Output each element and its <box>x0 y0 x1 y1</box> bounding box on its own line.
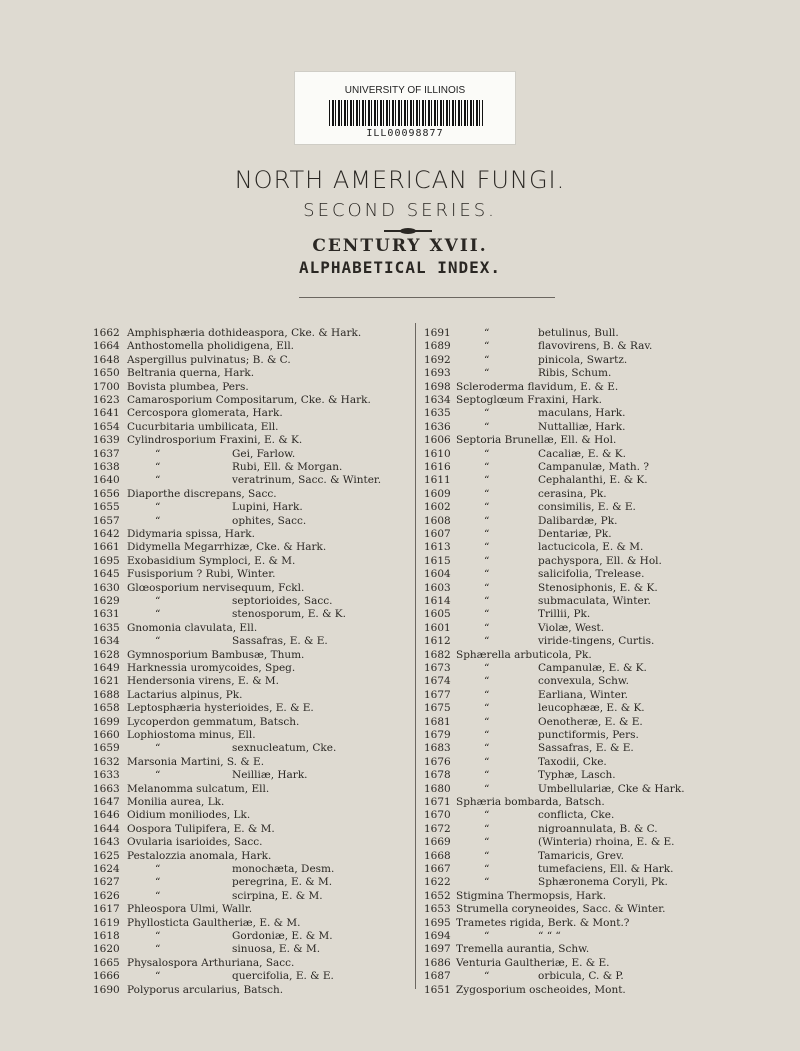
entry-number: 1632 <box>93 755 120 768</box>
species-name: Exobasidium Symploci, E. & M. <box>127 554 296 567</box>
species-name: Physalospora Arthuriana, Sacc. <box>127 956 295 969</box>
entry-number: 1606 <box>424 434 451 447</box>
species-name: Septoria Brunellæ, Ell. & Hol. <box>456 434 617 447</box>
library-name: UNIVERSITY OF ILLINOIS <box>344 85 466 96</box>
species-name: Dentariæ, Pk. <box>538 528 612 540</box>
species-name: Rubi, Ell. & Morgan. <box>232 461 343 473</box>
entry-number: 1643 <box>93 836 120 849</box>
entry-number: 1670 <box>424 809 451 822</box>
entry-number: 1673 <box>424 662 451 674</box>
entry-number: 1646 <box>93 809 120 822</box>
ditto-mark: “ <box>155 608 161 621</box>
species-name: Oidium moniliodes, Lk. <box>127 809 251 822</box>
entry-number: 1619 <box>93 916 120 929</box>
species-name: punctiformis, Pers. <box>538 729 639 741</box>
entry-number: 1659 <box>93 742 120 755</box>
ditto-mark: “ <box>484 327 490 339</box>
species-name: Stenosiphonis, E. & K. <box>538 581 658 594</box>
entry-number: 1601 <box>424 621 451 634</box>
species-name: Monilia aurea, Lk. <box>127 796 225 808</box>
species-name: Cacaliæ, E. & K. <box>538 447 626 460</box>
entry-number: 1608 <box>424 514 451 527</box>
entry-number: 1618 <box>93 930 120 942</box>
entry-number: 1623 <box>93 394 120 406</box>
ditto-mark: “ <box>484 608 490 621</box>
library-barcode-label <box>294 71 516 145</box>
ditto-mark: “ <box>484 755 490 768</box>
species-name: cerasina, Pk. <box>538 487 607 500</box>
species-name: flavovirens, B. & Rav. <box>538 340 653 353</box>
entry-number: 1635 <box>93 621 120 634</box>
species-name: pinicola, Swartz. <box>538 353 628 366</box>
species-name: Lupini, Hark. <box>232 501 303 514</box>
species-name: Lophiostoma minus, Ell. <box>127 729 256 741</box>
entry-number: 1602 <box>424 501 451 514</box>
species-name: sinuosa, E. & M. <box>232 943 321 956</box>
species-name: veratrinum, Sacc. & Winter. <box>232 474 382 487</box>
ditto-mark: “ <box>484 581 490 594</box>
species-name: Septoglœum Fraxini, Hark. <box>456 394 602 406</box>
species-name: Gei, Farlow. <box>232 447 296 460</box>
species-name: Marsonia Martini, S. & E. <box>127 755 265 768</box>
species-name: salicifolia, Trelease. <box>538 568 645 581</box>
entry-number: 1641 <box>93 407 120 420</box>
entry-number: 1639 <box>93 434 120 447</box>
species-name: Strumella coryneoides, Sacc. & Winter. <box>456 903 666 916</box>
entry-number: 1663 <box>93 782 120 795</box>
entry-number: 1682 <box>424 648 451 661</box>
species-name: Cylindrosporium Fraxini, E. & K. <box>127 434 303 447</box>
entry-number: 1627 <box>93 876 120 889</box>
ditto-mark: “ <box>484 487 490 500</box>
species-name: convexula, Schw. <box>538 675 630 688</box>
species-name: Sphærella arbuticola, Pk. <box>456 648 592 661</box>
ditto-mark: “ <box>484 353 490 366</box>
entry-number: 1678 <box>424 769 451 782</box>
entry-number: 1687 <box>424 970 451 983</box>
entry-number: 1686 <box>424 956 451 969</box>
entry-number: 1636 <box>424 420 451 433</box>
species-name: Sphæria bombarda, Batsch. <box>456 796 605 808</box>
species-name: Oenotheræ, E. & E. <box>538 715 643 728</box>
entry-number: 1631 <box>93 608 120 621</box>
entry-number: 1638 <box>93 461 120 473</box>
ditto-mark: “ <box>484 930 490 942</box>
ditto-mark: “ <box>484 702 490 715</box>
entry-number: 1697 <box>424 943 451 956</box>
entry-number: 1690 <box>93 983 120 996</box>
ditto-mark: “ <box>155 970 161 983</box>
species-name: Lycoperdon gemmatum, Batsch. <box>127 715 300 728</box>
ditto-mark: “ <box>484 541 490 554</box>
species-name: Glœosporium nervisequum, Fckl. <box>127 581 305 594</box>
entry-number: 1689 <box>424 340 451 353</box>
species-name: Sphæronema Coryli, Pk. <box>538 876 668 889</box>
ditto-mark: “ <box>484 729 490 741</box>
ditto-mark: “ <box>484 407 490 420</box>
entry-number: 1620 <box>93 943 120 956</box>
species-name: Diaporthe discrepans, Sacc. <box>127 487 277 500</box>
entry-number: 1603 <box>424 581 451 594</box>
barcode-number: ILL00098877 <box>366 128 444 139</box>
ditto-mark: “ <box>155 876 161 889</box>
species-name: Typhæ, Lasch. <box>538 769 616 782</box>
entry-number: 1672 <box>424 822 451 835</box>
title-rule <box>299 297 555 298</box>
species-name: Taxodii, Cke. <box>538 755 607 768</box>
entry-number: 1662 <box>93 327 120 339</box>
entry-number: 1634 <box>424 394 451 406</box>
species-name: Trillii, Pk. <box>538 608 591 621</box>
species-name: Hendersonia virens, E. & M. <box>127 675 279 688</box>
ditto-mark: “ <box>155 863 161 875</box>
ditto-mark: “ <box>484 769 490 782</box>
entry-number: 1649 <box>93 662 120 674</box>
species-name: submaculata, Winter. <box>538 595 651 607</box>
entry-number: 1688 <box>93 688 120 701</box>
ditto-mark: “ <box>484 742 490 755</box>
species-name: Violæ, West. <box>538 621 605 634</box>
ditto-mark: “ <box>484 447 490 460</box>
ditto-mark: “ <box>484 461 490 473</box>
ditto-mark: “ <box>484 662 490 674</box>
entry-number: 1614 <box>424 595 451 607</box>
species-name: Lactarius alpinus, Pk. <box>127 688 243 701</box>
ditto-mark: “ <box>484 809 490 822</box>
species-name: Ovularia isarioides, Sacc. <box>127 836 263 849</box>
species-name: “ “ “ <box>538 930 561 942</box>
ditto-mark: “ <box>484 501 490 514</box>
ditto-mark: “ <box>484 822 490 835</box>
ditto-mark: “ <box>484 876 490 889</box>
ditto-mark: “ <box>484 528 490 540</box>
ditto-mark: “ <box>484 340 490 353</box>
species-name: Didymella Megarrhizæ, Cke. & Hark. <box>127 541 327 554</box>
entry-number: 1621 <box>93 675 120 688</box>
ditto-mark: “ <box>484 863 490 875</box>
species-name: Zygosporium oscheoides, Mont. <box>456 983 626 996</box>
species-name: viride-tingens, Curtis. <box>538 635 655 648</box>
entry-number: 1653 <box>424 903 451 916</box>
species-name: Gnomonia clavulata, Ell. <box>127 621 258 634</box>
species-name: Cephalanthi, E. & K. <box>538 474 648 487</box>
ditto-mark: “ <box>155 461 161 473</box>
species-name: tumefaciens, Ell. & Hark. <box>538 863 674 875</box>
entry-number: 1679 <box>424 729 451 741</box>
species-name: Camarosporium Compositarum, Cke. & Hark. <box>127 394 371 406</box>
species-name: Neilliæ, Hark. <box>232 769 308 782</box>
species-name: Gordoniæ, E. & M. <box>232 930 333 942</box>
entry-number: 1626 <box>93 889 120 902</box>
ditto-mark: “ <box>155 595 161 607</box>
entry-number: 1674 <box>424 675 451 688</box>
entry-number: 1693 <box>424 367 451 380</box>
entry-number: 1611 <box>424 474 451 487</box>
entry-number: 1666 <box>93 970 120 983</box>
column-divider <box>415 323 416 989</box>
entry-number: 1648 <box>93 353 120 366</box>
species-name: consimilis, E. & E. <box>538 501 636 514</box>
species-name: Earliana, Winter. <box>538 688 628 701</box>
entry-number: 1647 <box>93 796 120 808</box>
species-name: Campanulæ, Math. ? <box>538 461 649 473</box>
entry-number: 1645 <box>93 568 120 581</box>
entry-number: 1700 <box>93 380 120 393</box>
entry-number: 1634 <box>93 635 120 648</box>
species-name: Gymnosporium Bambusæ, Thum. <box>127 648 305 661</box>
species-name: Scleroderma flavidum, E. & E. <box>456 380 619 393</box>
ditto-mark: “ <box>484 420 490 433</box>
species-name: Dalibardæ, Pk. <box>538 514 618 527</box>
entry-number: 1665 <box>93 956 120 969</box>
species-name: Aspergillus pulvinatus; B. & C. <box>127 353 291 366</box>
entry-number: 1624 <box>93 863 120 875</box>
species-name: orbicula, C. & P. <box>538 970 624 983</box>
ditto-mark: “ <box>484 688 490 701</box>
century-heading: CENTURY XVII. <box>312 236 488 256</box>
ditto-mark: “ <box>484 474 490 487</box>
species-name: (Winteria) rhoina, E. & E. <box>538 836 675 849</box>
species-name: scirpina, E. & M. <box>232 889 323 902</box>
species-name: Oospora Tulipifera, E. & M. <box>127 822 275 835</box>
species-name: conflicta, Cke. <box>538 809 615 822</box>
entry-number: 1664 <box>93 340 120 353</box>
species-name: ophites, Sacc. <box>232 514 307 527</box>
ditto-mark: “ <box>484 635 490 648</box>
entry-number: 1695 <box>93 554 120 567</box>
entry-number: 1698 <box>424 380 451 393</box>
species-name: Amphisphæria dothideaspora, Cke. & Hark. <box>127 327 362 339</box>
species-name: Cercospora glomerata, Hark. <box>127 407 283 420</box>
entry-number: 1656 <box>93 487 120 500</box>
ditto-mark: “ <box>484 595 490 607</box>
entry-number: 1681 <box>424 715 451 728</box>
species-name: Harknessia uromycoides, Speg. <box>127 662 296 674</box>
entry-number: 1615 <box>424 554 451 567</box>
entry-number: 1625 <box>93 849 120 862</box>
species-name: Polyporus arcularius, Batsch. <box>127 983 284 996</box>
species-name: betulinus, Bull. <box>538 327 619 339</box>
ditto-mark: “ <box>155 930 161 942</box>
entry-number: 1669 <box>424 836 451 849</box>
entry-number: 1694 <box>424 930 451 942</box>
entry-number: 1677 <box>424 688 451 701</box>
species-name: Campanulæ, E. & K. <box>538 662 647 674</box>
ditto-mark: “ <box>155 447 161 460</box>
species-name: Tamaricis, Grev. <box>538 849 624 862</box>
entry-number: 1652 <box>424 889 451 902</box>
species-name: Sassafras, E. & E. <box>232 635 328 648</box>
ditto-mark: “ <box>484 970 490 983</box>
species-name: Beltrania querna, Hark. <box>127 367 255 380</box>
species-name: Fusisporium ? Rubi, Winter. <box>127 568 276 581</box>
entry-number: 1675 <box>424 702 451 715</box>
ditto-mark: “ <box>484 715 490 728</box>
entry-number: 1699 <box>93 715 120 728</box>
species-name: Cucurbitaria umbilicata, Ell. <box>127 420 279 433</box>
entry-number: 1609 <box>424 487 451 500</box>
entry-number: 1640 <box>93 474 120 487</box>
species-name: Trametes rigida, Berk. & Mont.? <box>456 916 630 929</box>
species-name: quercifolia, E. & E. <box>232 970 334 983</box>
ditto-mark: “ <box>484 849 490 862</box>
species-name: lactucicola, E. & M. <box>538 541 644 554</box>
species-name: Anthostomella pholidigena, Ell. <box>127 340 295 353</box>
species-name: leucophææ, E. & K. <box>538 702 645 715</box>
ditto-mark: “ <box>155 742 161 755</box>
entry-number: 1680 <box>424 782 451 795</box>
series-subtitle: SECOND SERIES. <box>303 200 497 221</box>
species-name: maculans, Hark. <box>538 407 626 420</box>
species-name: sexnucleatum, Cke. <box>232 742 337 755</box>
entry-number: 1616 <box>424 461 451 473</box>
entry-number: 1630 <box>93 581 120 594</box>
species-name: Leptosphæria hysterioides, E. & E. <box>127 702 314 715</box>
entry-number: 1651 <box>424 983 451 996</box>
entry-number: 1635 <box>424 407 451 420</box>
entry-number: 1612 <box>424 635 451 648</box>
entry-number: 1667 <box>424 863 451 875</box>
species-name: pachyspora, Ell. & Hol. <box>538 554 662 567</box>
entry-number: 1695 <box>424 916 451 929</box>
species-name: nigroannulata, B. & C. <box>538 822 658 835</box>
species-name: Didymaria spissa, Hark. <box>127 528 255 540</box>
species-name: Ribis, Schum. <box>538 367 612 380</box>
entry-number: 1658 <box>93 702 120 715</box>
entry-number: 1657 <box>93 514 120 527</box>
entry-number: 1628 <box>93 648 120 661</box>
entry-number: 1637 <box>93 447 120 460</box>
ditto-mark: “ <box>155 474 161 487</box>
species-name: monochæta, Desm. <box>232 863 335 875</box>
ditto-mark: “ <box>484 675 490 688</box>
ditto-mark: “ <box>484 514 490 527</box>
ditto-mark: “ <box>484 621 490 634</box>
species-name: Nuttalliæ, Hark. <box>538 420 626 433</box>
ditto-mark: “ <box>484 836 490 849</box>
entry-number: 1617 <box>93 903 120 916</box>
entry-number: 1692 <box>424 353 451 366</box>
ditto-mark: “ <box>484 568 490 581</box>
entry-number: 1642 <box>93 528 120 540</box>
index-heading: ALPHABETICAL INDEX. <box>298 258 502 277</box>
ditto-mark: “ <box>155 889 161 902</box>
entry-number: 1671 <box>424 796 451 808</box>
entry-number: 1610 <box>424 447 451 460</box>
ditto-mark: “ <box>484 782 490 795</box>
ditto-mark: “ <box>155 635 161 648</box>
entry-number: 1676 <box>424 755 451 768</box>
entry-number: 1655 <box>93 501 120 514</box>
entry-number: 1607 <box>424 528 451 540</box>
ditto-mark: “ <box>484 554 490 567</box>
entry-number: 1654 <box>93 420 120 433</box>
species-name: Stigmina Thermopsis, Hark. <box>456 889 607 902</box>
species-name: Phleospora Ulmi, Wallr. <box>127 903 253 916</box>
species-name: Bovista plumbea, Pers. <box>127 380 249 393</box>
entry-number: 1650 <box>93 367 120 380</box>
species-name: stenosporum, E. & K. <box>232 608 346 621</box>
ditto-mark: “ <box>155 943 161 956</box>
species-name: Venturia Gaultheriæ, E. & E. <box>456 956 610 969</box>
entry-number: 1605 <box>424 608 451 621</box>
entry-number: 1691 <box>424 327 451 339</box>
species-name: septorioides, Sacc. <box>232 595 333 607</box>
entry-number: 1613 <box>424 541 451 554</box>
barcode-icon <box>329 100 483 126</box>
entry-number: 1604 <box>424 568 451 581</box>
entry-number: 1668 <box>424 849 451 862</box>
species-name: peregrina, E. & M. <box>232 876 333 889</box>
entry-number: 1660 <box>93 729 120 741</box>
entry-number: 1629 <box>93 595 120 607</box>
entry-number: 1683 <box>424 742 451 755</box>
ditto-mark: “ <box>484 367 490 380</box>
species-name: Sassafras, E. & E. <box>538 742 634 755</box>
page-title: NORTH AMERICAN FUNGI. <box>234 166 566 194</box>
species-name: Melanomma sulcatum, Ell. <box>127 782 270 795</box>
species-name: Umbellulariæ, Cke & Hark. <box>538 782 685 795</box>
ditto-mark: “ <box>155 501 161 514</box>
species-name: Phyllosticta Gaultheriæ, E. & M. <box>127 916 301 929</box>
ornament-divider <box>384 230 432 232</box>
entry-number: 1644 <box>93 822 120 835</box>
species-name: Pestalozzia anomala, Hark. <box>127 849 272 862</box>
entry-number: 1622 <box>424 876 451 889</box>
entry-number: 1661 <box>93 541 120 554</box>
species-name: Tremella aurantia, Schw. <box>456 943 590 956</box>
ditto-mark: “ <box>155 514 161 527</box>
ditto-mark: “ <box>155 769 161 782</box>
entry-number: 1633 <box>93 769 120 782</box>
